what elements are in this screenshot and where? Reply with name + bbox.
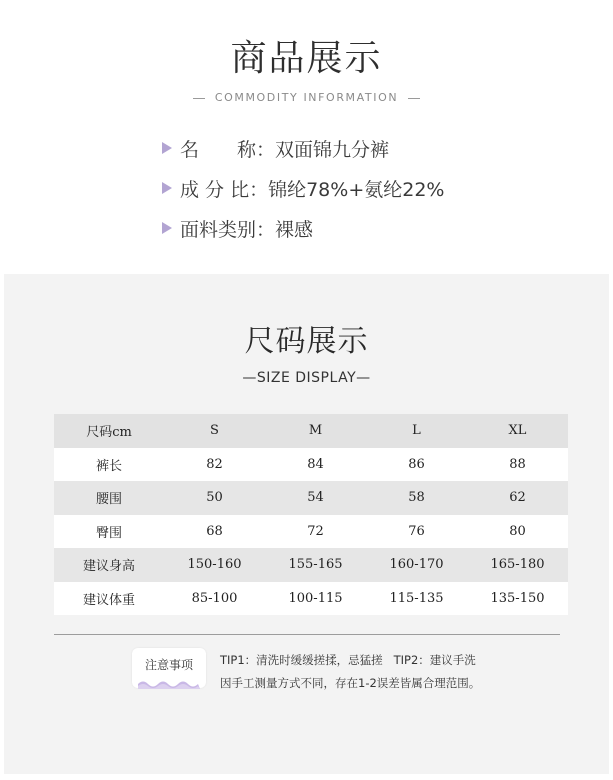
table-cell: 50 bbox=[206, 490, 223, 506]
size-table bbox=[54, 414, 568, 615]
row-label-cell: 建议体重 bbox=[82, 592, 135, 608]
table-cell: 160-170 bbox=[389, 557, 444, 573]
table-cell: 85-100 bbox=[191, 590, 238, 606]
header-cell: 尺码cm bbox=[86, 425, 132, 441]
table-cell: 68 bbox=[206, 523, 223, 539]
table-row bbox=[54, 481, 568, 515]
size-display-section bbox=[4, 274, 609, 774]
table-cell: 88 bbox=[509, 456, 526, 472]
info-value: 锦纶78%+氨纶22% bbox=[268, 178, 445, 201]
size-table-header-row bbox=[54, 414, 568, 448]
size-title: 尺码展示 bbox=[244, 324, 369, 359]
subtitle-dash-right bbox=[408, 98, 420, 99]
product-subtitle-text: COMMODITY INFORMATION bbox=[214, 91, 399, 104]
table-cell: 80 bbox=[509, 523, 526, 539]
product-title: 商品展示 bbox=[230, 38, 383, 79]
table-cell: 150-160 bbox=[187, 557, 242, 573]
subtitle-dash-left bbox=[193, 98, 205, 99]
table-cell: 165-180 bbox=[490, 557, 545, 573]
info-label: 成 分 比： bbox=[180, 178, 269, 201]
table-cell: 58 bbox=[408, 490, 425, 506]
bottom-margin bbox=[0, 774, 613, 780]
row-label-cell: 裤长 bbox=[95, 458, 122, 474]
header-cell: M bbox=[308, 423, 323, 439]
triangle-bullet-icon bbox=[162, 222, 172, 234]
table-row bbox=[54, 548, 568, 582]
info-value: 双面锦九分裤 bbox=[275, 138, 390, 161]
row-label-cell: 臀围 bbox=[95, 525, 122, 541]
info-row-name bbox=[162, 128, 444, 168]
table-cell: 62 bbox=[509, 490, 526, 506]
row-label-cell: 腰围 bbox=[95, 492, 122, 508]
table-cell: 100-115 bbox=[288, 590, 343, 606]
table-cell: 84 bbox=[307, 456, 324, 472]
header-cell: S bbox=[210, 423, 219, 439]
table-cell: 155-165 bbox=[288, 557, 343, 573]
triangle-bullet-icon bbox=[162, 142, 172, 154]
tip-line-2: 因手工测量方式不同，存在1-2误差皆属合理范围。 bbox=[220, 676, 481, 690]
notice-badge-label: 注意事项 bbox=[144, 658, 193, 672]
info-label: 面料类别： bbox=[180, 218, 276, 241]
header-cell: XL bbox=[508, 423, 527, 439]
size-subtitle: —SIZE DISPLAY— bbox=[242, 370, 371, 386]
info-value: 裸感 bbox=[275, 218, 314, 241]
table-cell: 86 bbox=[408, 456, 425, 472]
table-row bbox=[54, 515, 568, 549]
product-info-list bbox=[162, 128, 444, 248]
info-row-composition bbox=[162, 168, 444, 208]
section-divider bbox=[54, 634, 560, 635]
table-cell: 82 bbox=[206, 456, 223, 472]
table-cell: 115-135 bbox=[389, 590, 444, 606]
product-subtitle bbox=[0, 91, 613, 104]
table-row bbox=[54, 448, 568, 482]
triangle-bullet-icon bbox=[162, 182, 172, 194]
table-cell: 54 bbox=[307, 490, 324, 506]
table-cell: 135-150 bbox=[490, 590, 545, 606]
wave-decoration-icon bbox=[138, 679, 200, 689]
row-label-cell: 建议身高 bbox=[82, 559, 135, 575]
table-row bbox=[54, 582, 568, 616]
info-row-fabric bbox=[162, 208, 444, 248]
table-cell: 76 bbox=[408, 523, 425, 539]
notice-badge bbox=[132, 648, 206, 688]
table-cell: 72 bbox=[307, 523, 324, 539]
info-label: 名 称： bbox=[180, 138, 276, 161]
header-cell: L bbox=[412, 423, 421, 439]
product-info-section bbox=[0, 0, 613, 274]
tips-text bbox=[220, 649, 480, 695]
tip-line-1: TIP1：清洗时缓缓搓揉，忌猛搓 TIP2：建议手洗 bbox=[220, 653, 476, 667]
